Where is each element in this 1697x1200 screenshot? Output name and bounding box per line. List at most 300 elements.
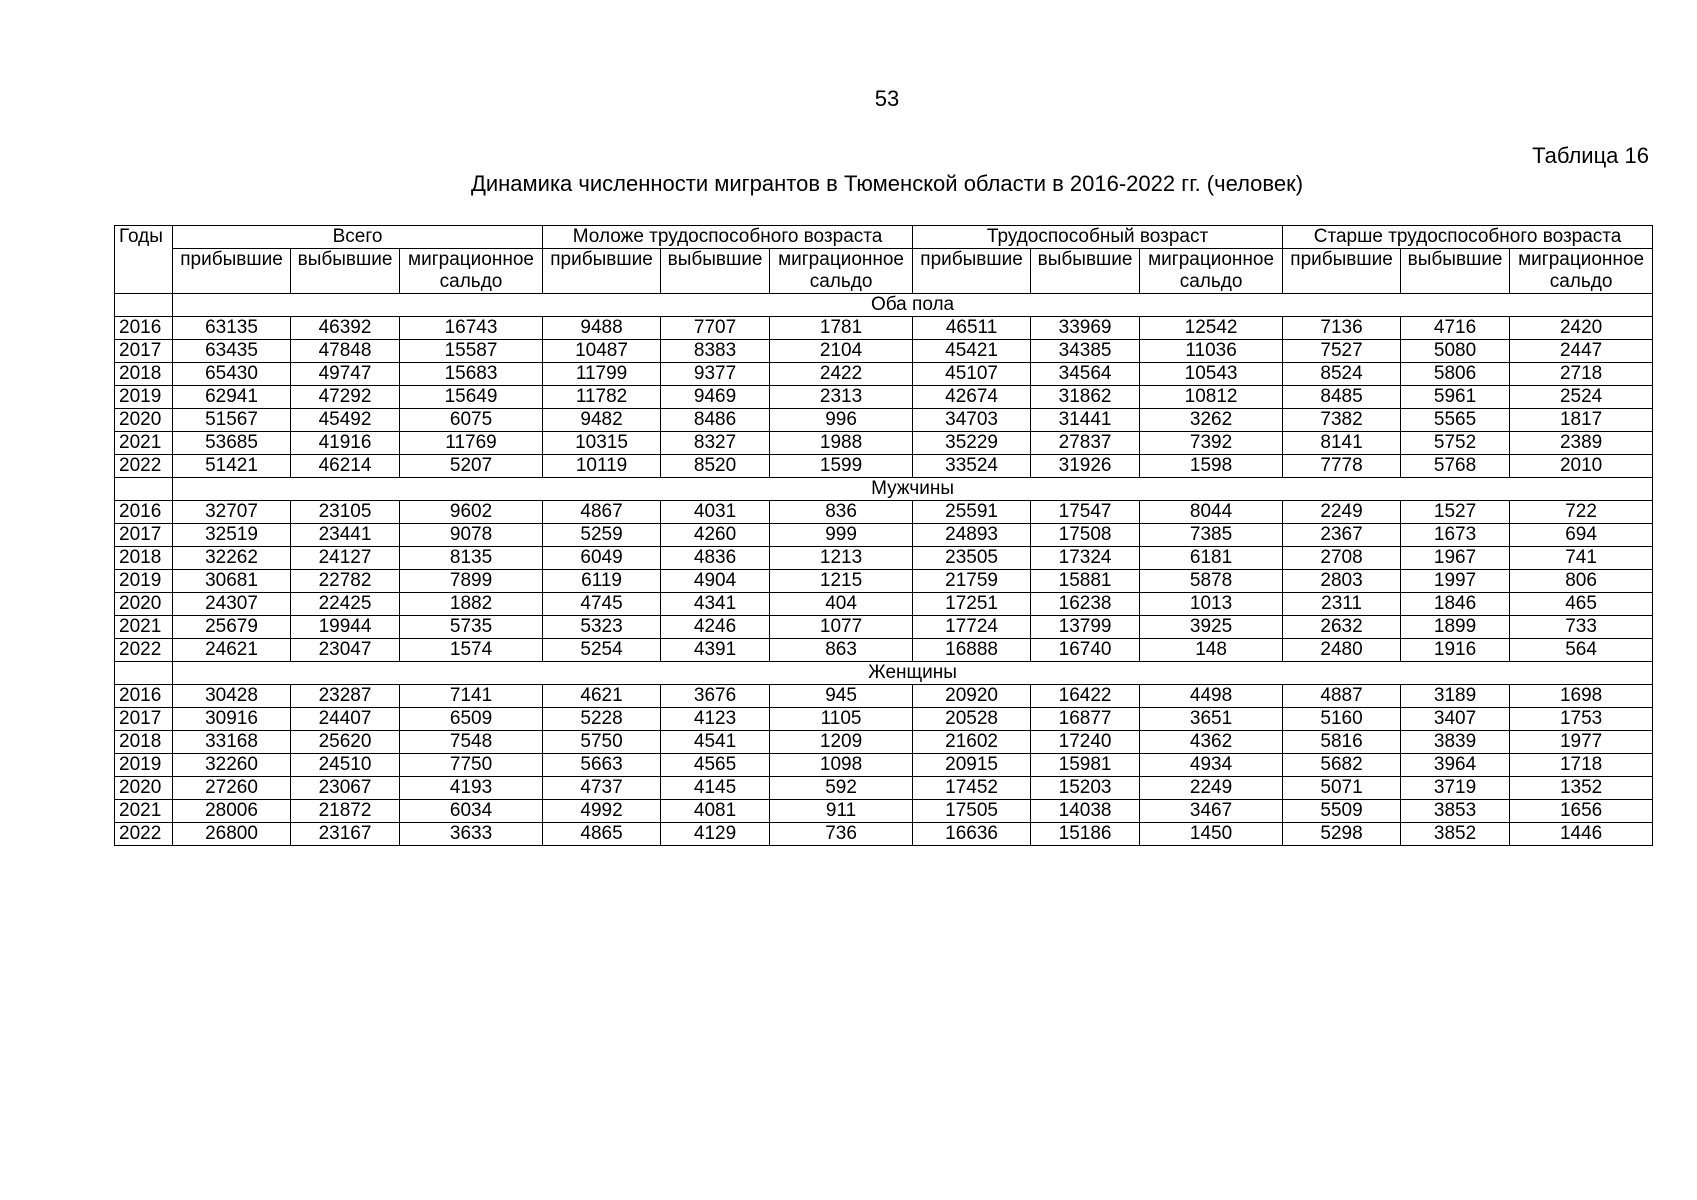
- value-cell: 1698: [1510, 685, 1653, 708]
- value-cell: 14038: [1031, 800, 1140, 823]
- value-cell: 1077: [770, 616, 913, 639]
- value-cell: 33969: [1031, 317, 1140, 340]
- value-cell: 9469: [661, 386, 770, 409]
- table-row: [115, 570, 1653, 593]
- value-cell: 17547: [1031, 501, 1140, 524]
- table-label: Таблица 16: [1532, 143, 1649, 168]
- value-cell: 4391: [661, 639, 770, 662]
- value-cell: 1967: [1401, 547, 1510, 570]
- value-cell: 7385: [1140, 524, 1283, 547]
- value-cell: 34564: [1031, 363, 1140, 386]
- value-cell: 10543: [1140, 363, 1283, 386]
- value-cell: 6034: [400, 800, 543, 823]
- value-cell: 16422: [1031, 685, 1140, 708]
- year-cell: 2021: [115, 800, 173, 823]
- value-cell: 46392: [291, 317, 400, 340]
- value-cell: 8383: [661, 340, 770, 363]
- value-cell: 5323: [543, 616, 661, 639]
- value-cell: 5207: [400, 455, 543, 478]
- value-cell: 1656: [1510, 800, 1653, 823]
- year-cell: 2016: [115, 317, 173, 340]
- year-cell: 2020: [115, 777, 173, 800]
- value-cell: 1817: [1510, 409, 1653, 432]
- value-cell: 21872: [291, 800, 400, 823]
- table-row: [115, 708, 1653, 731]
- year-cell: 2018: [115, 363, 173, 386]
- value-cell: 10812: [1140, 386, 1283, 409]
- value-cell: 2311: [1283, 593, 1401, 616]
- value-cell: 13799: [1031, 616, 1140, 639]
- value-cell: 1718: [1510, 754, 1653, 777]
- sub-header-arrived: прибывшие: [913, 249, 1031, 294]
- value-cell: 3407: [1401, 708, 1510, 731]
- value-cell: 53685: [173, 432, 291, 455]
- value-cell: 2632: [1283, 616, 1401, 639]
- value-cell: 49747: [291, 363, 400, 386]
- value-cell: 46511: [913, 317, 1031, 340]
- value-cell: 5682: [1283, 754, 1401, 777]
- value-cell: 4081: [661, 800, 770, 823]
- value-cell: 27260: [173, 777, 291, 800]
- value-cell: 4341: [661, 593, 770, 616]
- value-cell: 35229: [913, 432, 1031, 455]
- value-cell: 733: [1510, 616, 1653, 639]
- value-cell: 42674: [913, 386, 1031, 409]
- table-row: [115, 317, 1653, 340]
- value-cell: 45421: [913, 340, 1031, 363]
- value-cell: 24621: [173, 639, 291, 662]
- year-cell: 2020: [115, 409, 173, 432]
- table-row: [115, 731, 1653, 754]
- value-cell: 5071: [1283, 777, 1401, 800]
- value-cell: 1209: [770, 731, 913, 754]
- value-cell: 741: [1510, 547, 1653, 570]
- value-cell: 5160: [1283, 708, 1401, 731]
- sub-header-arrived: прибывшие: [543, 249, 661, 294]
- value-cell: 1215: [770, 570, 913, 593]
- value-cell: 6181: [1140, 547, 1283, 570]
- table-row: [115, 340, 1653, 363]
- value-cell: 24893: [913, 524, 1031, 547]
- sub-header-departed: выбывшие: [1031, 249, 1140, 294]
- table-row: [115, 363, 1653, 386]
- value-cell: 41916: [291, 432, 400, 455]
- value-cell: 28006: [173, 800, 291, 823]
- value-cell: 63135: [173, 317, 291, 340]
- year-cell: 2018: [115, 731, 173, 754]
- value-cell: 5816: [1283, 731, 1401, 754]
- value-cell: 863: [770, 639, 913, 662]
- table-row: [115, 800, 1653, 823]
- value-cell: 7707: [661, 317, 770, 340]
- migration-table: [114, 225, 1653, 846]
- value-cell: 2389: [1510, 432, 1653, 455]
- year-cell: 2017: [115, 524, 173, 547]
- value-cell: 33524: [913, 455, 1031, 478]
- value-cell: 4867: [543, 501, 661, 524]
- value-cell: 1599: [770, 455, 913, 478]
- value-cell: 694: [1510, 524, 1653, 547]
- value-cell: 736: [770, 823, 913, 846]
- value-cell: 8520: [661, 455, 770, 478]
- value-cell: 564: [1510, 639, 1653, 662]
- value-cell: 33168: [173, 731, 291, 754]
- value-cell: 1098: [770, 754, 913, 777]
- value-cell: 17324: [1031, 547, 1140, 570]
- value-cell: 5298: [1283, 823, 1401, 846]
- year-cell: 2017: [115, 708, 173, 731]
- value-cell: 5961: [1401, 386, 1510, 409]
- value-cell: 24307: [173, 593, 291, 616]
- value-cell: 31862: [1031, 386, 1140, 409]
- value-cell: 5735: [400, 616, 543, 639]
- value-cell: 5228: [543, 708, 661, 731]
- value-cell: 4123: [661, 708, 770, 731]
- value-cell: 836: [770, 501, 913, 524]
- value-cell: 1446: [1510, 823, 1653, 846]
- table-row: [115, 386, 1653, 409]
- value-cell: 34703: [913, 409, 1031, 432]
- value-cell: 23441: [291, 524, 400, 547]
- value-cell: 4565: [661, 754, 770, 777]
- value-cell: 2422: [770, 363, 913, 386]
- value-cell: 25679: [173, 616, 291, 639]
- value-cell: 3719: [1401, 777, 1510, 800]
- value-cell: 23067: [291, 777, 400, 800]
- header-row-sub: [115, 249, 1653, 294]
- value-cell: 3925: [1140, 616, 1283, 639]
- sub-header-net-migration: миграционное сальдо: [1140, 249, 1283, 294]
- value-cell: 51567: [173, 409, 291, 432]
- table-row: [115, 547, 1653, 570]
- section-row: [115, 294, 1653, 317]
- value-cell: 23105: [291, 501, 400, 524]
- year-cell: 2016: [115, 501, 173, 524]
- table-row: [115, 524, 1653, 547]
- value-cell: 945: [770, 685, 913, 708]
- value-cell: 23505: [913, 547, 1031, 570]
- page-number: 53: [874, 86, 900, 111]
- value-cell: 1781: [770, 317, 913, 340]
- value-cell: 24127: [291, 547, 400, 570]
- value-cell: 65430: [173, 363, 291, 386]
- value-cell: 15683: [400, 363, 543, 386]
- value-cell: 17452: [913, 777, 1031, 800]
- group-header-over-working-age: Старше трудоспособного возраста: [1283, 226, 1653, 249]
- value-cell: 9482: [543, 409, 661, 432]
- value-cell: 11036: [1140, 340, 1283, 363]
- value-cell: 3853: [1401, 800, 1510, 823]
- value-cell: 5768: [1401, 455, 1510, 478]
- value-cell: 4904: [661, 570, 770, 593]
- value-cell: 20920: [913, 685, 1031, 708]
- value-cell: 592: [770, 777, 913, 800]
- table-row: [115, 754, 1653, 777]
- value-cell: 32260: [173, 754, 291, 777]
- sub-header-net-migration: миграционное сальдо: [400, 249, 543, 294]
- table-row: [115, 685, 1653, 708]
- year-cell: 2021: [115, 616, 173, 639]
- value-cell: 10487: [543, 340, 661, 363]
- value-cell: 3852: [1401, 823, 1510, 846]
- value-cell: 17724: [913, 616, 1031, 639]
- sub-header-net-migration: миграционное сальдо: [1510, 249, 1653, 294]
- value-cell: 21759: [913, 570, 1031, 593]
- table-body: [115, 294, 1653, 846]
- value-cell: 1673: [1401, 524, 1510, 547]
- value-cell: 999: [770, 524, 913, 547]
- value-cell: 7750: [400, 754, 543, 777]
- value-cell: 1213: [770, 547, 913, 570]
- value-cell: 8141: [1283, 432, 1401, 455]
- sub-header-departed: выбывшие: [291, 249, 400, 294]
- value-cell: 11799: [543, 363, 661, 386]
- value-cell: 4836: [661, 547, 770, 570]
- value-cell: 7392: [1140, 432, 1283, 455]
- value-cell: 1916: [1401, 639, 1510, 662]
- value-cell: 7382: [1283, 409, 1401, 432]
- value-cell: 6509: [400, 708, 543, 731]
- value-cell: 15649: [400, 386, 543, 409]
- value-cell: 6075: [400, 409, 543, 432]
- value-cell: 8485: [1283, 386, 1401, 409]
- value-cell: 465: [1510, 593, 1653, 616]
- value-cell: 2524: [1510, 386, 1653, 409]
- value-cell: 45492: [291, 409, 400, 432]
- value-cell: 806: [1510, 570, 1653, 593]
- value-cell: 3839: [1401, 731, 1510, 754]
- value-cell: 5878: [1140, 570, 1283, 593]
- value-cell: 31926: [1031, 455, 1140, 478]
- value-cell: 3964: [1401, 754, 1510, 777]
- value-cell: 23287: [291, 685, 400, 708]
- value-cell: 30916: [173, 708, 291, 731]
- value-cell: 5080: [1401, 340, 1510, 363]
- value-cell: 1013: [1140, 593, 1283, 616]
- value-cell: 63435: [173, 340, 291, 363]
- value-cell: 27837: [1031, 432, 1140, 455]
- value-cell: 16877: [1031, 708, 1140, 731]
- value-cell: 9078: [400, 524, 543, 547]
- value-cell: 4145: [661, 777, 770, 800]
- year-cell: 2016: [115, 685, 173, 708]
- value-cell: 8486: [661, 409, 770, 432]
- value-cell: 4992: [543, 800, 661, 823]
- value-cell: 1753: [1510, 708, 1653, 731]
- value-cell: 15981: [1031, 754, 1140, 777]
- year-cell: 2017: [115, 340, 173, 363]
- value-cell: 2803: [1283, 570, 1401, 593]
- value-cell: 4246: [661, 616, 770, 639]
- value-cell: 51421: [173, 455, 291, 478]
- value-cell: 5509: [1283, 800, 1401, 823]
- value-cell: 1527: [1401, 501, 1510, 524]
- section-title: Женщины: [173, 662, 1653, 685]
- value-cell: 45107: [913, 363, 1031, 386]
- sub-header-departed: выбывшие: [661, 249, 770, 294]
- value-cell: 1450: [1140, 823, 1283, 846]
- value-cell: 2447: [1510, 340, 1653, 363]
- value-cell: 4129: [661, 823, 770, 846]
- value-cell: 20915: [913, 754, 1031, 777]
- value-cell: 32262: [173, 547, 291, 570]
- value-cell: 8524: [1283, 363, 1401, 386]
- value-cell: 2249: [1283, 501, 1401, 524]
- section-title: Оба пола: [173, 294, 1653, 317]
- value-cell: 1846: [1401, 593, 1510, 616]
- value-cell: 47292: [291, 386, 400, 409]
- value-cell: 34385: [1031, 340, 1140, 363]
- value-cell: 1105: [770, 708, 913, 731]
- value-cell: 5750: [543, 731, 661, 754]
- value-cell: 3676: [661, 685, 770, 708]
- header-row-groups: [115, 226, 1653, 249]
- year-cell: 2022: [115, 639, 173, 662]
- value-cell: 24407: [291, 708, 400, 731]
- value-cell: 15203: [1031, 777, 1140, 800]
- year-cell: 2021: [115, 432, 173, 455]
- value-cell: 2708: [1283, 547, 1401, 570]
- sub-header-departed: выбывшие: [1401, 249, 1510, 294]
- section-title: Мужчины: [173, 478, 1653, 501]
- value-cell: 17240: [1031, 731, 1140, 754]
- value-cell: 1598: [1140, 455, 1283, 478]
- value-cell: 9377: [661, 363, 770, 386]
- value-cell: 4934: [1140, 754, 1283, 777]
- value-cell: 10119: [543, 455, 661, 478]
- value-cell: 46214: [291, 455, 400, 478]
- value-cell: 32707: [173, 501, 291, 524]
- table-row: [115, 593, 1653, 616]
- value-cell: 404: [770, 593, 913, 616]
- year-cell: 2022: [115, 455, 173, 478]
- group-header-working-age: Трудоспособный возраст: [913, 226, 1283, 249]
- value-cell: 30681: [173, 570, 291, 593]
- value-cell: 1352: [1510, 777, 1653, 800]
- value-cell: 5565: [1401, 409, 1510, 432]
- value-cell: 4887: [1283, 685, 1401, 708]
- year-cell: 2018: [115, 547, 173, 570]
- value-cell: 16740: [1031, 639, 1140, 662]
- value-cell: 22782: [291, 570, 400, 593]
- value-cell: 7778: [1283, 455, 1401, 478]
- sub-header-arrived: прибывшие: [173, 249, 291, 294]
- value-cell: 16238: [1031, 593, 1140, 616]
- value-cell: 7548: [400, 731, 543, 754]
- value-cell: 2104: [770, 340, 913, 363]
- table-row: [115, 501, 1653, 524]
- value-cell: 6119: [543, 570, 661, 593]
- value-cell: 4745: [543, 593, 661, 616]
- value-cell: 1977: [1510, 731, 1653, 754]
- value-cell: 4716: [1401, 317, 1510, 340]
- value-cell: 3651: [1140, 708, 1283, 731]
- value-cell: 1899: [1401, 616, 1510, 639]
- value-cell: 4737: [543, 777, 661, 800]
- value-cell: 7899: [400, 570, 543, 593]
- group-header-total: Всего: [173, 226, 543, 249]
- value-cell: 4621: [543, 685, 661, 708]
- value-cell: 16888: [913, 639, 1031, 662]
- section-year-cell: [115, 478, 173, 501]
- value-cell: 10315: [543, 432, 661, 455]
- group-header-under-working-age: Моложе трудоспособного возраста: [543, 226, 913, 249]
- table-row: [115, 409, 1653, 432]
- value-cell: 22425: [291, 593, 400, 616]
- value-cell: 722: [1510, 501, 1653, 524]
- year-cell: 2019: [115, 386, 173, 409]
- table-row: [115, 616, 1653, 639]
- value-cell: 32519: [173, 524, 291, 547]
- value-cell: 3262: [1140, 409, 1283, 432]
- value-cell: 4498: [1140, 685, 1283, 708]
- value-cell: 2480: [1283, 639, 1401, 662]
- section-year-cell: [115, 294, 173, 317]
- value-cell: 16743: [400, 317, 543, 340]
- value-cell: 20528: [913, 708, 1031, 731]
- value-cell: 23167: [291, 823, 400, 846]
- value-cell: 7527: [1283, 340, 1401, 363]
- value-cell: 21602: [913, 731, 1031, 754]
- value-cell: 15587: [400, 340, 543, 363]
- value-cell: 4260: [661, 524, 770, 547]
- value-cell: 24510: [291, 754, 400, 777]
- value-cell: 25620: [291, 731, 400, 754]
- value-cell: 911: [770, 800, 913, 823]
- value-cell: 8327: [661, 432, 770, 455]
- value-cell: 4031: [661, 501, 770, 524]
- sub-header-net-migration: миграционное сальдо: [770, 249, 913, 294]
- value-cell: 30428: [173, 685, 291, 708]
- value-cell: 4193: [400, 777, 543, 800]
- value-cell: 5259: [543, 524, 661, 547]
- section-row: [115, 478, 1653, 501]
- value-cell: 62941: [173, 386, 291, 409]
- sub-header-arrived: прибывшие: [1283, 249, 1401, 294]
- value-cell: 1997: [1401, 570, 1510, 593]
- value-cell: 15186: [1031, 823, 1140, 846]
- value-cell: 9488: [543, 317, 661, 340]
- value-cell: 26800: [173, 823, 291, 846]
- value-cell: 3467: [1140, 800, 1283, 823]
- value-cell: 17508: [1031, 524, 1140, 547]
- year-cell: 2019: [115, 754, 173, 777]
- years-header: Годы: [115, 226, 173, 294]
- table-row: [115, 432, 1653, 455]
- value-cell: 7136: [1283, 317, 1401, 340]
- value-cell: 1882: [400, 593, 543, 616]
- value-cell: 2249: [1140, 777, 1283, 800]
- value-cell: 11782: [543, 386, 661, 409]
- value-cell: 17251: [913, 593, 1031, 616]
- value-cell: 8135: [400, 547, 543, 570]
- value-cell: 6049: [543, 547, 661, 570]
- table-row: [115, 823, 1653, 846]
- table-row: [115, 777, 1653, 800]
- year-cell: 2020: [115, 593, 173, 616]
- value-cell: 1988: [770, 432, 913, 455]
- value-cell: 17505: [913, 800, 1031, 823]
- value-cell: 2010: [1510, 455, 1653, 478]
- value-cell: 5806: [1401, 363, 1510, 386]
- year-cell: 2019: [115, 570, 173, 593]
- value-cell: 2718: [1510, 363, 1653, 386]
- value-cell: 2420: [1510, 317, 1653, 340]
- value-cell: 11769: [400, 432, 543, 455]
- value-cell: 3189: [1401, 685, 1510, 708]
- value-cell: 15881: [1031, 570, 1140, 593]
- value-cell: 23047: [291, 639, 400, 662]
